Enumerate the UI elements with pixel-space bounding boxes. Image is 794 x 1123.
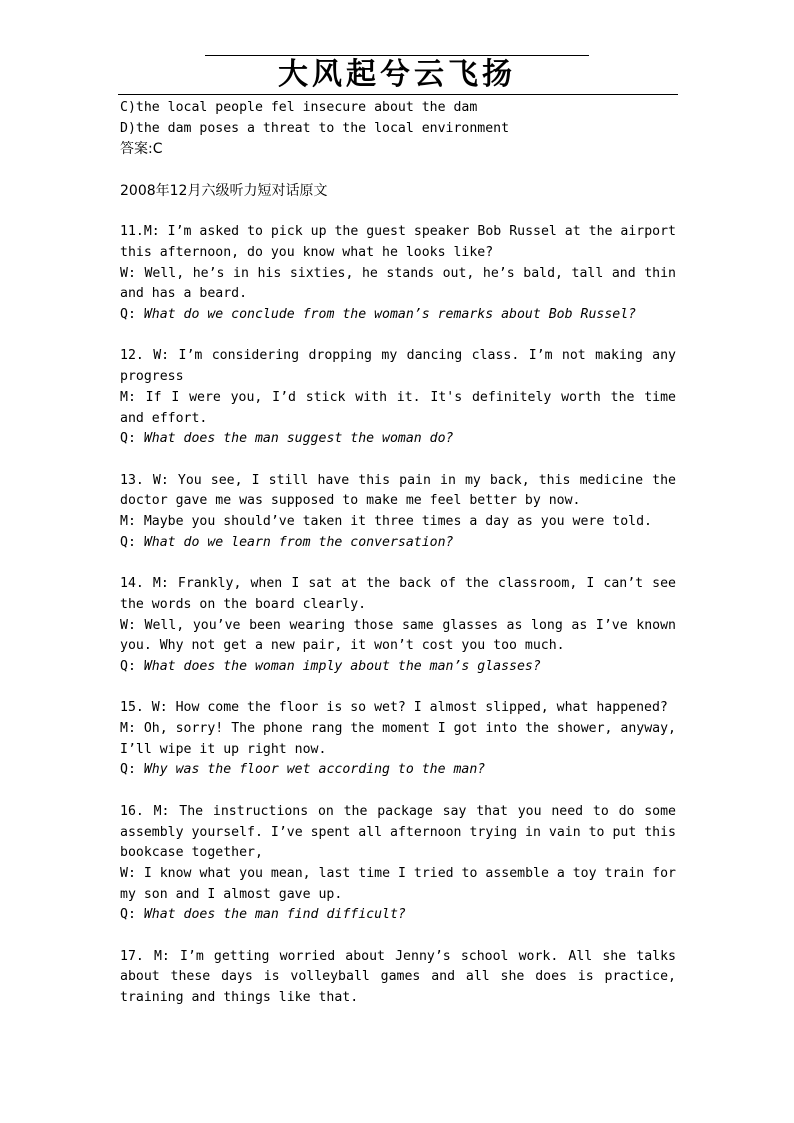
option-c: C)the local people fel insecure about the dam	[120, 100, 478, 115]
question-line	[120, 429, 676, 450]
question-line	[120, 760, 676, 781]
dialogue-line: 11.M: I’m asked to pick up the guest speaker Bob Russel at the airport this afternoon, do you know what he looks like?	[120, 224, 676, 260]
dialogue-16	[120, 802, 676, 926]
question-text: What does the man find difficult?	[143, 907, 406, 923]
header-title: 大风起兮云飞扬	[278, 57, 516, 92]
question-text: What does the woman imply about the man’s glasses?	[143, 658, 541, 674]
answer-line: 答案:C	[120, 141, 163, 158]
question-text: What do we learn from the conversation?	[143, 534, 454, 550]
document-body	[120, 98, 676, 1009]
dialogue-line: W: I know what you mean, last time I tried to assemble a toy train for my son and I almost gave up.	[120, 865, 676, 902]
dialogue-line: 17. M: I’m getting worried about Jenny’s school work. All she talks about these days is volleyball games and all she does is practice, training and things like that.	[120, 948, 676, 1006]
dialogue-12	[120, 346, 676, 450]
dialogue-line: 12. W: I’m considering dropping my dancing class. I’m not making any progress	[120, 348, 676, 385]
question-prefix: Q:	[120, 762, 144, 778]
dialogue-11	[120, 222, 676, 326]
dialogue-line: M: If I were you, I’d stick with it. It's definitely worth the time and effort.	[120, 389, 676, 426]
header-bottom-rule	[118, 94, 678, 95]
dialogue-line: 13. W: You see, I still have this pain in my back, this medicine the doctor gave me was supposed to make me feel better by now.	[120, 472, 676, 509]
dialogue-line: 16. M: The instructions on the package say that you need to do some assembly yourself. I’ve spent all afternoon trying in vain to put this bookcase together,	[120, 803, 676, 861]
question-text: What does the man suggest the woman do?	[143, 431, 454, 447]
section-title: 2008年12月六级听力短对话原文	[120, 182, 328, 199]
question-prefix: Q:	[120, 658, 144, 674]
question-line	[120, 533, 676, 554]
dialogue-line: M: Maybe you should’ve taken it three times a day as you were told.	[120, 514, 652, 529]
dialogue-15	[120, 698, 676, 781]
question-line	[120, 905, 676, 926]
question-prefix: Q:	[120, 534, 144, 550]
question-line	[120, 657, 676, 678]
question-line	[120, 305, 676, 326]
dialogue-line: 14. M: Frankly, when I sat at the back of the classroom, I can’t see the words on the board clearly.	[120, 576, 676, 612]
dialogue-line: M: Oh, sorry! The phone rang the moment I got into the shower, anyway, I’ll wipe it up right now.	[120, 721, 676, 757]
dialogue-line: W: Well, he’s in his sixties, he stands out, he’s bald, tall and thin and has a beard.	[120, 265, 676, 302]
dialogue-line: W: Well, you’ve been wearing those same glasses as long as I’ve known you. Why not get a new pair, it won’t cost you too much.	[120, 617, 676, 654]
question-prefix: Q:	[120, 431, 144, 447]
dialogue-17	[120, 947, 676, 1009]
question-text: Why was the floor wet according to the man?	[143, 762, 486, 778]
dialogue-14	[120, 574, 676, 678]
option-d: D)the dam poses a threat to the local environment	[120, 120, 510, 136]
page-header	[205, 55, 589, 97]
question-prefix: Q:	[120, 907, 144, 923]
header-top-rule	[205, 55, 589, 56]
dialogue-line: 15. W: How come the floor is so wet? I almost slipped, what happened?	[120, 700, 668, 716]
dialogue-13	[120, 471, 676, 554]
question-prefix: Q:	[120, 307, 144, 322]
question-text: What do we conclude from the woman’s remarks about Bob Russel?	[143, 307, 637, 322]
